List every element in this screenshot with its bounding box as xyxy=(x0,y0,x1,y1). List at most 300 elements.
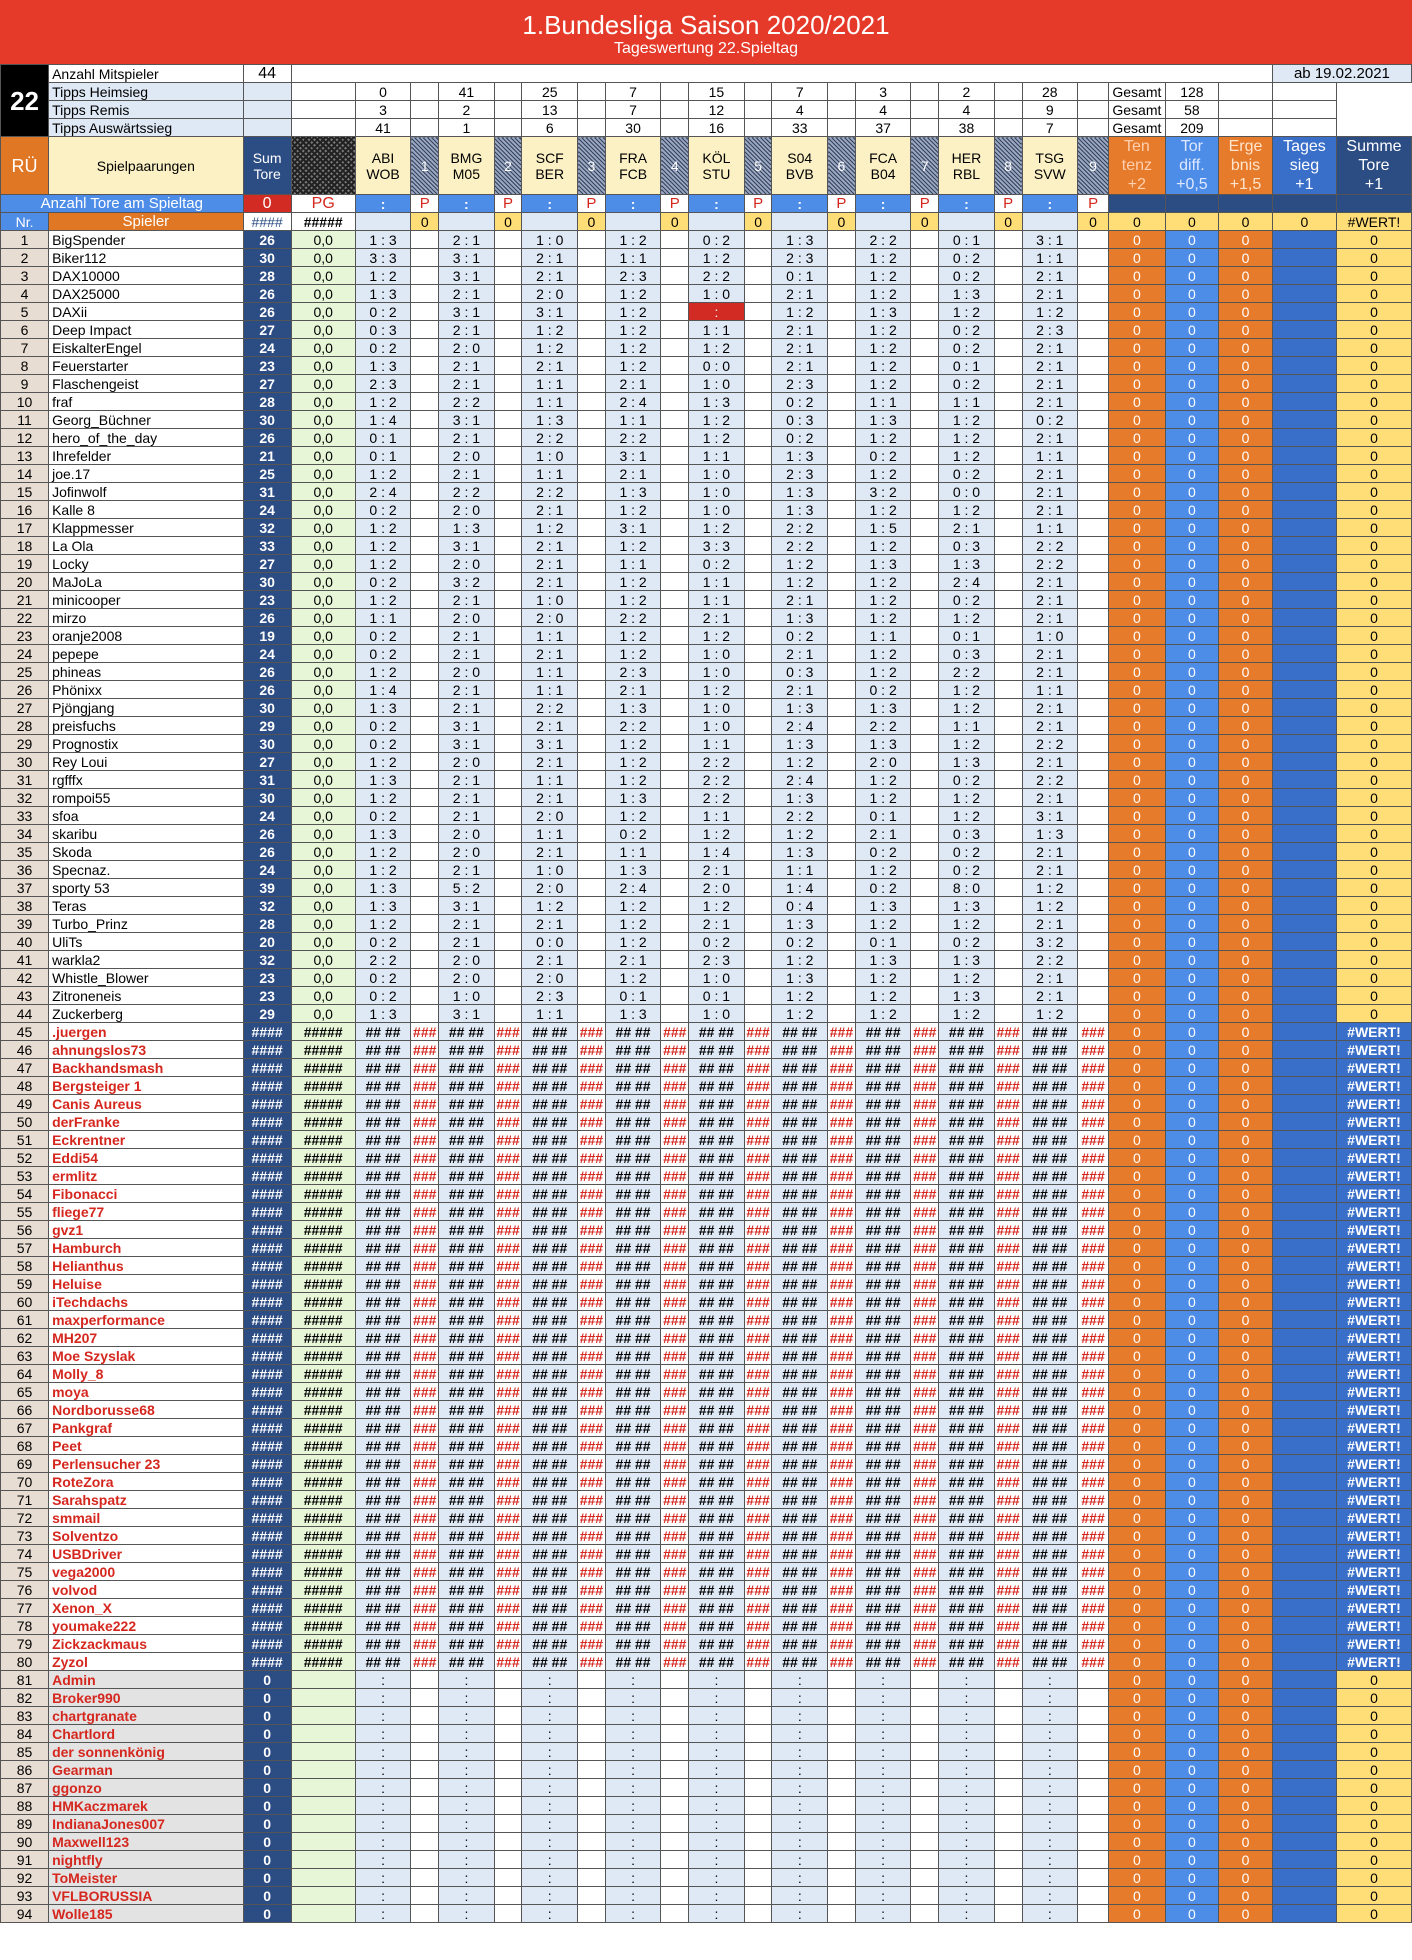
player-tip[interactable]: : xyxy=(522,1761,578,1779)
player-tip[interactable]: ## ## xyxy=(772,1347,828,1365)
player-tip[interactable]: 1 : 0 xyxy=(689,717,745,735)
player-tip[interactable]: ## ## xyxy=(772,1239,828,1257)
player-tip[interactable]: 1 : 3 xyxy=(772,789,828,807)
player-tip[interactable]: ## ## xyxy=(355,1347,411,1365)
player-tip[interactable]: ## ## xyxy=(772,1113,828,1131)
player-tip[interactable]: ## ## xyxy=(522,1545,578,1563)
player-tip[interactable]: 1 : 0 xyxy=(689,645,745,663)
player-tip[interactable]: : xyxy=(855,1779,911,1797)
player-tip[interactable]: : xyxy=(605,1833,661,1851)
player-tip[interactable]: 0 : 2 xyxy=(939,267,995,285)
player-tip[interactable]: 2 : 0 xyxy=(522,285,578,303)
player-tip[interactable]: ## ## xyxy=(939,1581,995,1599)
player-tip[interactable]: : xyxy=(689,1905,745,1923)
player-tip[interactable]: : xyxy=(689,1761,745,1779)
player-tip[interactable]: ## ## xyxy=(772,1041,828,1059)
player-tip[interactable]: 1 : 1 xyxy=(689,321,745,339)
player-tip[interactable]: : xyxy=(355,1779,411,1797)
player-tip[interactable]: 2 : 1 xyxy=(1022,987,1078,1005)
player-tip[interactable]: : xyxy=(355,1815,411,1833)
player-tip[interactable]: ## ## xyxy=(1022,1275,1078,1293)
player-tip[interactable]: 2 : 3 xyxy=(1022,321,1078,339)
player-tip[interactable]: 1 : 3 xyxy=(772,483,828,501)
player-tip[interactable]: 2 : 1 xyxy=(439,807,495,825)
player-tip[interactable]: ## ## xyxy=(855,1329,911,1347)
player-tip[interactable]: ## ## xyxy=(355,1275,411,1293)
player-tip[interactable]: ## ## xyxy=(855,1293,911,1311)
player-tip[interactable]: : xyxy=(1022,1743,1078,1761)
player-tip[interactable]: 2 : 3 xyxy=(605,267,661,285)
player-tip[interactable]: 1 : 3 xyxy=(855,951,911,969)
player-tip[interactable]: ## ## xyxy=(605,1023,661,1041)
player-tip[interactable]: 2 : 0 xyxy=(439,501,495,519)
player-tip[interactable]: ## ## xyxy=(939,1257,995,1275)
player-tip[interactable]: 0 : 1 xyxy=(855,933,911,951)
player-tip[interactable]: 0 : 2 xyxy=(939,771,995,789)
player-tip[interactable]: ## ## xyxy=(522,1419,578,1437)
player-tip[interactable]: ## ## xyxy=(689,1347,745,1365)
player-tip[interactable]: 2 : 3 xyxy=(772,375,828,393)
player-tip[interactable]: ## ## xyxy=(939,1131,995,1149)
player-tip[interactable]: ## ## xyxy=(355,1239,411,1257)
player-tip[interactable]: 2 : 1 xyxy=(439,429,495,447)
player-tip[interactable]: 1 : 2 xyxy=(939,429,995,447)
player-tip[interactable]: ## ## xyxy=(522,1455,578,1473)
player-tip[interactable]: 2 : 1 xyxy=(1022,663,1078,681)
player-tip[interactable]: 2 : 1 xyxy=(689,915,745,933)
player-tip[interactable]: 1 : 2 xyxy=(855,987,911,1005)
player-tip[interactable]: 1 : 1 xyxy=(772,861,828,879)
player-tip[interactable]: ## ## xyxy=(855,1473,911,1491)
player-tip[interactable]: ## ## xyxy=(522,1635,578,1653)
player-tip[interactable]: ## ## xyxy=(605,1113,661,1131)
player-tip[interactable]: : xyxy=(1022,1833,1078,1851)
player-tip[interactable]: 1 : 2 xyxy=(939,303,995,321)
player-tip[interactable]: ## ## xyxy=(439,1563,495,1581)
player-tip[interactable]: : xyxy=(689,1779,745,1797)
player-tip[interactable]: 1 : 3 xyxy=(439,519,495,537)
player-tip[interactable]: ## ## xyxy=(1022,1437,1078,1455)
player-tip[interactable]: ## ## xyxy=(1022,1473,1078,1491)
player-tip[interactable]: : xyxy=(1022,1779,1078,1797)
player-tip[interactable]: 1 : 3 xyxy=(1022,825,1078,843)
player-tip[interactable]: ## ## xyxy=(605,1401,661,1419)
player-tip[interactable]: 1 : 2 xyxy=(855,285,911,303)
player-tip[interactable]: 1 : 1 xyxy=(522,627,578,645)
player-tip[interactable]: ## ## xyxy=(1022,1617,1078,1635)
player-tip[interactable]: ## ## xyxy=(855,1257,911,1275)
player-tip[interactable]: ## ## xyxy=(522,1131,578,1149)
player-tip[interactable]: ## ## xyxy=(522,1239,578,1257)
player-tip[interactable]: ## ## xyxy=(522,1167,578,1185)
player-tip[interactable]: ## ## xyxy=(605,1221,661,1239)
player-tip[interactable]: 1 : 2 xyxy=(355,393,411,411)
player-tip[interactable]: : xyxy=(939,1779,995,1797)
player-tip[interactable]: : xyxy=(689,1707,745,1725)
player-tip[interactable]: ## ## xyxy=(939,1437,995,1455)
player-tip[interactable]: ## ## xyxy=(439,1131,495,1149)
player-tip[interactable]: 1 : 3 xyxy=(772,699,828,717)
player-tip[interactable]: 2 : 3 xyxy=(522,987,578,1005)
player-tip[interactable]: 1 : 3 xyxy=(939,753,995,771)
player-tip[interactable]: ## ## xyxy=(772,1419,828,1437)
player-tip[interactable]: : xyxy=(855,1761,911,1779)
player-tip[interactable]: 2 : 1 xyxy=(772,591,828,609)
player-tip[interactable]: ## ## xyxy=(689,1383,745,1401)
player-tip[interactable]: 2 : 1 xyxy=(689,609,745,627)
player-tip[interactable]: ## ## xyxy=(689,1437,745,1455)
player-tip[interactable]: ## ## xyxy=(439,1059,495,1077)
player-tip[interactable]: 2 : 1 xyxy=(522,753,578,771)
player-tip[interactable]: 1 : 2 xyxy=(605,753,661,771)
player-tip[interactable]: 2 : 1 xyxy=(439,285,495,303)
player-tip[interactable]: ## ## xyxy=(772,1203,828,1221)
player-tip[interactable]: 1 : 0 xyxy=(689,483,745,501)
player-tip[interactable]: ## ## xyxy=(855,1653,911,1671)
player-tip[interactable]: ## ## xyxy=(1022,1167,1078,1185)
player-tip[interactable]: 2 : 1 xyxy=(1022,789,1078,807)
player-tip[interactable]: 1 : 1 xyxy=(522,663,578,681)
player-tip[interactable]: 2 : 0 xyxy=(439,753,495,771)
player-tip[interactable]: 1 : 2 xyxy=(605,735,661,753)
player-tip[interactable]: 2 : 2 xyxy=(1022,537,1078,555)
player-tip[interactable]: 1 : 3 xyxy=(355,699,411,717)
player-tip[interactable]: 0 : 2 xyxy=(355,627,411,645)
player-tip[interactable]: 1 : 3 xyxy=(355,1005,411,1023)
player-tip[interactable]: 1 : 2 xyxy=(689,681,745,699)
player-tip[interactable]: 1 : 1 xyxy=(522,393,578,411)
player-tip[interactable]: 2 : 1 xyxy=(1022,753,1078,771)
player-tip[interactable]: 1 : 1 xyxy=(939,393,995,411)
player-tip[interactable]: 1 : 2 xyxy=(772,951,828,969)
player-tip[interactable]: : xyxy=(772,1707,828,1725)
player-tip[interactable]: ## ## xyxy=(855,1599,911,1617)
player-tip[interactable]: ## ## xyxy=(439,1419,495,1437)
player-tip[interactable]: 1 : 0 xyxy=(522,447,578,465)
player-tip[interactable]: ## ## xyxy=(355,1581,411,1599)
player-tip[interactable]: ## ## xyxy=(689,1635,745,1653)
player-tip[interactable]: 1 : 3 xyxy=(522,411,578,429)
player-tip[interactable]: ## ## xyxy=(355,1509,411,1527)
player-tip[interactable]: ## ## xyxy=(689,1149,745,1167)
player-tip[interactable]: ## ## xyxy=(355,1167,411,1185)
player-tip[interactable]: : xyxy=(689,1851,745,1869)
player-tip[interactable]: 1 : 2 xyxy=(689,825,745,843)
player-tip[interactable]: 0 : 0 xyxy=(689,357,745,375)
player-tip[interactable]: 2 : 2 xyxy=(1022,555,1078,573)
player-tip[interactable]: 1 : 1 xyxy=(1022,249,1078,267)
player-tip[interactable]: ## ## xyxy=(689,1221,745,1239)
player-tip[interactable]: 1 : 3 xyxy=(605,483,661,501)
player-tip[interactable]: 1 : 2 xyxy=(855,591,911,609)
player-tip[interactable]: 0 : 2 xyxy=(939,843,995,861)
player-tip[interactable]: : xyxy=(939,1707,995,1725)
player-tip[interactable]: ## ## xyxy=(605,1581,661,1599)
player-tip[interactable]: 1 : 2 xyxy=(605,897,661,915)
player-tip[interactable]: 1 : 4 xyxy=(772,879,828,897)
player-tip[interactable]: ## ## xyxy=(1022,1095,1078,1113)
player-tip[interactable]: 0 : 2 xyxy=(355,573,411,591)
player-tip[interactable]: 1 : 1 xyxy=(355,609,411,627)
player-tip[interactable]: ## ## xyxy=(939,1149,995,1167)
player-tip[interactable]: ## ## xyxy=(689,1167,745,1185)
player-tip[interactable]: 0 : 2 xyxy=(355,645,411,663)
player-tip[interactable]: ## ## xyxy=(355,1149,411,1167)
player-tip[interactable]: : xyxy=(355,1833,411,1851)
player-tip[interactable]: 1 : 2 xyxy=(855,357,911,375)
player-tip[interactable]: 0 : 3 xyxy=(939,825,995,843)
player-tip[interactable]: 2 : 2 xyxy=(605,609,661,627)
player-tip[interactable]: 2 : 0 xyxy=(689,879,745,897)
player-tip[interactable]: 2 : 2 xyxy=(439,393,495,411)
player-tip[interactable]: ## ## xyxy=(439,1509,495,1527)
player-tip[interactable]: 1 : 2 xyxy=(855,267,911,285)
player-tip[interactable]: : xyxy=(605,1725,661,1743)
player-tip[interactable]: ## ## xyxy=(522,1149,578,1167)
player-tip[interactable]: 0 : 2 xyxy=(605,825,661,843)
player-tip[interactable]: ## ## xyxy=(855,1059,911,1077)
player-tip[interactable]: : xyxy=(939,1851,995,1869)
player-tip[interactable]: ## ## xyxy=(855,1203,911,1221)
player-tip[interactable]: 1 : 2 xyxy=(855,249,911,267)
player-tip[interactable]: ## ## xyxy=(355,1437,411,1455)
player-tip[interactable]: ## ## xyxy=(439,1275,495,1293)
player-tip[interactable]: 0 : 2 xyxy=(939,591,995,609)
player-tip[interactable]: 2 : 1 xyxy=(439,465,495,483)
player-tip[interactable]: 2 : 1 xyxy=(605,465,661,483)
player-tip[interactable]: 2 : 1 xyxy=(772,645,828,663)
player-tip[interactable]: : xyxy=(855,1815,911,1833)
player-tip[interactable]: 2 : 3 xyxy=(772,465,828,483)
player-tip[interactable]: 2 : 2 xyxy=(772,519,828,537)
player-tip[interactable]: : xyxy=(689,303,745,321)
player-tip[interactable]: : xyxy=(605,1815,661,1833)
player-tip[interactable]: ## ## xyxy=(855,1275,911,1293)
player-tip[interactable]: ## ## xyxy=(1022,1599,1078,1617)
player-tip[interactable]: ## ## xyxy=(355,1329,411,1347)
player-tip[interactable]: ## ## xyxy=(1022,1527,1078,1545)
player-tip[interactable]: 0 : 2 xyxy=(855,879,911,897)
player-tip[interactable]: ## ## xyxy=(439,1599,495,1617)
player-tip[interactable]: 1 : 1 xyxy=(939,717,995,735)
player-tip[interactable]: 1 : 2 xyxy=(855,771,911,789)
player-tip[interactable]: 1 : 3 xyxy=(605,699,661,717)
player-tip[interactable]: ## ## xyxy=(855,1617,911,1635)
player-tip[interactable]: 1 : 0 xyxy=(439,987,495,1005)
player-tip[interactable]: 0 : 2 xyxy=(355,933,411,951)
player-tip[interactable]: 2 : 1 xyxy=(1022,465,1078,483)
player-tip[interactable]: ## ## xyxy=(939,1095,995,1113)
player-tip[interactable]: 2 : 1 xyxy=(439,591,495,609)
player-tip[interactable]: ## ## xyxy=(439,1437,495,1455)
player-tip[interactable]: 3 : 1 xyxy=(439,537,495,555)
player-tip[interactable]: ## ## xyxy=(522,1437,578,1455)
player-tip[interactable]: 0 : 1 xyxy=(355,429,411,447)
player-tip[interactable]: 1 : 3 xyxy=(855,411,911,429)
player-tip[interactable]: 2 : 2 xyxy=(855,231,911,249)
player-tip[interactable]: ## ## xyxy=(355,1455,411,1473)
player-tip[interactable]: : xyxy=(689,1869,745,1887)
player-tip[interactable]: ## ## xyxy=(772,1473,828,1491)
player-tip[interactable]: ## ## xyxy=(605,1419,661,1437)
player-tip[interactable]: ## ## xyxy=(605,1077,661,1095)
player-tip[interactable]: 2 : 1 xyxy=(1022,501,1078,519)
player-tip[interactable]: ## ## xyxy=(605,1653,661,1671)
player-tip[interactable]: ## ## xyxy=(605,1365,661,1383)
player-tip[interactable]: 2 : 1 xyxy=(439,231,495,249)
player-tip[interactable]: ## ## xyxy=(855,1365,911,1383)
player-tip[interactable]: : xyxy=(855,1869,911,1887)
player-tip[interactable]: ## ## xyxy=(522,1293,578,1311)
player-tip[interactable]: : xyxy=(522,1905,578,1923)
player-tip[interactable]: 1 : 2 xyxy=(855,573,911,591)
player-tip[interactable]: ## ## xyxy=(689,1059,745,1077)
player-tip[interactable]: 1 : 2 xyxy=(939,969,995,987)
player-tip[interactable]: ## ## xyxy=(605,1311,661,1329)
player-tip[interactable]: 3 : 2 xyxy=(1022,933,1078,951)
player-tip[interactable]: 1 : 2 xyxy=(939,735,995,753)
player-tip[interactable]: 3 : 1 xyxy=(439,717,495,735)
player-tip[interactable]: 0 : 2 xyxy=(689,231,745,249)
player-tip[interactable]: ## ## xyxy=(1022,1563,1078,1581)
player-tip[interactable]: 2 : 4 xyxy=(772,717,828,735)
player-tip[interactable]: 2 : 0 xyxy=(522,969,578,987)
player-tip[interactable]: ## ## xyxy=(689,1599,745,1617)
player-tip[interactable]: 1 : 2 xyxy=(522,339,578,357)
player-tip[interactable]: ## ## xyxy=(1022,1635,1078,1653)
player-tip[interactable]: ## ## xyxy=(439,1257,495,1275)
player-tip[interactable]: 1 : 2 xyxy=(355,789,411,807)
player-tip[interactable]: 2 : 4 xyxy=(772,771,828,789)
player-tip[interactable]: : xyxy=(772,1797,828,1815)
player-tip[interactable]: : xyxy=(1022,1851,1078,1869)
player-tip[interactable]: 1 : 3 xyxy=(772,231,828,249)
player-tip[interactable]: ## ## xyxy=(522,1077,578,1095)
player-tip[interactable]: ## ## xyxy=(522,1023,578,1041)
player-tip[interactable]: 1 : 2 xyxy=(855,609,911,627)
player-tip[interactable]: 2 : 1 xyxy=(522,915,578,933)
player-tip[interactable]: ## ## xyxy=(939,1653,995,1671)
player-tip[interactable]: ## ## xyxy=(1022,1365,1078,1383)
player-tip[interactable]: ## ## xyxy=(605,1167,661,1185)
player-tip[interactable]: ## ## xyxy=(939,1293,995,1311)
player-tip[interactable]: 0 : 2 xyxy=(772,393,828,411)
player-tip[interactable]: ## ## xyxy=(355,1257,411,1275)
player-tip[interactable]: 2 : 1 xyxy=(1022,843,1078,861)
player-tip[interactable]: ## ## xyxy=(605,1257,661,1275)
player-tip[interactable]: 2 : 1 xyxy=(439,699,495,717)
player-tip[interactable]: ## ## xyxy=(689,1041,745,1059)
player-tip[interactable]: ## ## xyxy=(439,1365,495,1383)
player-tip[interactable]: 1 : 1 xyxy=(689,447,745,465)
player-tip[interactable]: 1 : 3 xyxy=(772,969,828,987)
player-tip[interactable]: ## ## xyxy=(1022,1401,1078,1419)
player-tip[interactable]: ## ## xyxy=(772,1221,828,1239)
player-tip[interactable]: ## ## xyxy=(439,1023,495,1041)
player-tip[interactable]: ## ## xyxy=(772,1599,828,1617)
player-tip[interactable]: ## ## xyxy=(772,1257,828,1275)
player-tip[interactable]: 2 : 1 xyxy=(522,537,578,555)
player-tip[interactable]: 2 : 2 xyxy=(605,717,661,735)
player-tip[interactable]: 1 : 1 xyxy=(522,1005,578,1023)
player-tip[interactable]: 1 : 3 xyxy=(355,357,411,375)
player-tip[interactable]: 0 : 1 xyxy=(689,987,745,1005)
player-tip[interactable]: ## ## xyxy=(855,1347,911,1365)
player-tip[interactable]: ## ## xyxy=(1022,1545,1078,1563)
player-tip[interactable]: 1 : 1 xyxy=(522,825,578,843)
player-tip[interactable]: 0 : 2 xyxy=(772,627,828,645)
player-tip[interactable]: ## ## xyxy=(522,1311,578,1329)
player-tip[interactable]: ## ## xyxy=(1022,1239,1078,1257)
player-tip[interactable]: 0 : 3 xyxy=(772,411,828,429)
player-tip[interactable]: 2 : 0 xyxy=(522,807,578,825)
player-tip[interactable]: ## ## xyxy=(605,1041,661,1059)
player-tip[interactable]: ## ## xyxy=(855,1581,911,1599)
player-tip[interactable]: 2 : 1 xyxy=(522,249,578,267)
player-tip[interactable]: ## ## xyxy=(605,1509,661,1527)
player-tip[interactable]: 3 : 2 xyxy=(439,573,495,591)
player-tip[interactable]: 1 : 1 xyxy=(522,465,578,483)
player-tip[interactable]: ## ## xyxy=(939,1059,995,1077)
player-tip[interactable]: ## ## xyxy=(689,1023,745,1041)
player-tip[interactable]: ## ## xyxy=(1022,1221,1078,1239)
player-tip[interactable]: ## ## xyxy=(522,1365,578,1383)
player-tip[interactable]: ## ## xyxy=(689,1257,745,1275)
player-tip[interactable]: 1 : 2 xyxy=(689,429,745,447)
player-tip[interactable]: 0 : 2 xyxy=(689,555,745,573)
player-tip[interactable]: 2 : 1 xyxy=(772,285,828,303)
player-tip[interactable]: ## ## xyxy=(939,1329,995,1347)
player-tip[interactable]: : xyxy=(355,1851,411,1869)
player-tip[interactable]: ## ## xyxy=(855,1545,911,1563)
player-tip[interactable]: : xyxy=(439,1779,495,1797)
player-tip[interactable]: 3 : 1 xyxy=(522,303,578,321)
player-tip[interactable]: ## ## xyxy=(605,1059,661,1077)
player-tip[interactable]: ## ## xyxy=(355,1473,411,1491)
player-tip[interactable]: 3 : 1 xyxy=(439,1005,495,1023)
player-tip[interactable]: 1 : 0 xyxy=(689,501,745,519)
player-tip[interactable]: ## ## xyxy=(522,1563,578,1581)
player-tip[interactable]: : xyxy=(855,1797,911,1815)
player-tip[interactable]: ## ## xyxy=(855,1437,911,1455)
player-tip[interactable]: 1 : 2 xyxy=(855,645,911,663)
player-tip[interactable]: 1 : 2 xyxy=(855,465,911,483)
player-tip[interactable]: ## ## xyxy=(355,1095,411,1113)
player-tip[interactable]: 2 : 1 xyxy=(1022,357,1078,375)
player-tip[interactable]: ## ## xyxy=(1022,1455,1078,1473)
player-tip[interactable]: ## ## xyxy=(1022,1383,1078,1401)
player-tip[interactable]: ## ## xyxy=(689,1311,745,1329)
player-tip[interactable]: : xyxy=(772,1761,828,1779)
player-tip[interactable]: 2 : 1 xyxy=(772,681,828,699)
player-tip[interactable]: 1 : 2 xyxy=(855,663,911,681)
player-tip[interactable]: 2 : 1 xyxy=(439,375,495,393)
player-tip[interactable]: 1 : 1 xyxy=(1022,447,1078,465)
player-tip[interactable]: ## ## xyxy=(522,1113,578,1131)
player-tip[interactable]: ## ## xyxy=(772,1527,828,1545)
player-tip[interactable]: : xyxy=(772,1851,828,1869)
player-tip[interactable]: ## ## xyxy=(439,1581,495,1599)
player-tip[interactable]: : xyxy=(939,1833,995,1851)
player-tip[interactable]: 1 : 2 xyxy=(605,339,661,357)
player-tip[interactable]: 0 : 2 xyxy=(355,717,411,735)
player-tip[interactable]: ## ## xyxy=(355,1221,411,1239)
player-tip[interactable]: ## ## xyxy=(689,1275,745,1293)
player-tip[interactable]: 0 : 0 xyxy=(939,483,995,501)
player-tip[interactable]: 1 : 3 xyxy=(855,897,911,915)
player-tip[interactable]: 2 : 1 xyxy=(439,681,495,699)
player-tip[interactable]: 1 : 2 xyxy=(939,501,995,519)
